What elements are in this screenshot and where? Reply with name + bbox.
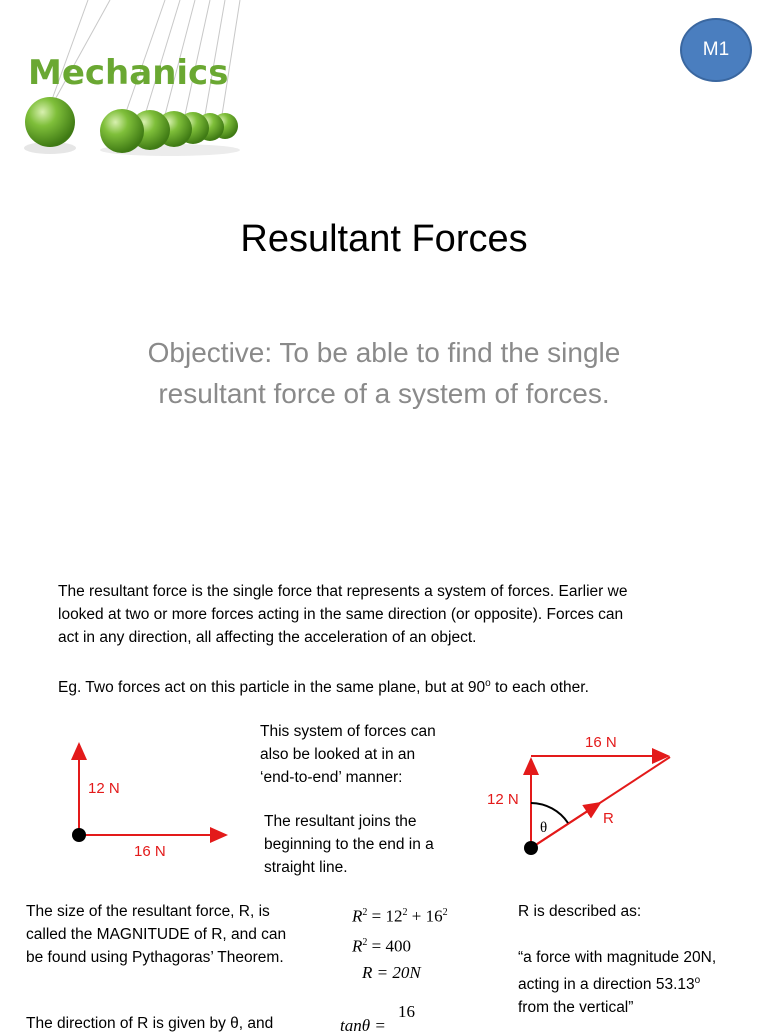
angle-arc xyxy=(531,803,568,823)
magnitude-text xyxy=(26,900,336,969)
eq-part: + 16 xyxy=(407,906,443,926)
eq-sup: 2 xyxy=(362,907,368,918)
described-line xyxy=(518,969,758,996)
top-force-label: 16 N xyxy=(585,734,617,751)
system-line: This system of forces can xyxy=(260,723,436,740)
m1-badge: M1 xyxy=(680,18,752,82)
joins-line: straight line. xyxy=(264,859,348,876)
intro-paragraph xyxy=(58,580,728,649)
direction-text: The direction of R is given by θ, and xyxy=(26,1015,274,1032)
particle xyxy=(72,828,86,842)
eg-before: Eg. Two forces act on this particle in the same plane, but at 90 xyxy=(58,679,486,697)
system-text xyxy=(260,720,470,789)
objective-text xyxy=(80,332,688,414)
example-text xyxy=(58,672,728,699)
page-title: Resultant Forces xyxy=(240,218,528,260)
mechanics-logo xyxy=(0,0,270,180)
intro-line: act in any direction, all affecting the acceleration of an object. xyxy=(58,629,477,646)
theta-label: θ xyxy=(540,820,548,836)
horizontal-force-label: 16 N xyxy=(134,843,166,860)
particle xyxy=(524,841,538,855)
force-diagram-end-to-end xyxy=(480,725,700,865)
equation-2 xyxy=(352,928,502,958)
described-line: from the vertical” xyxy=(518,999,634,1017)
pythagoras-equations xyxy=(352,898,502,988)
eq-sup: 2 xyxy=(442,907,448,918)
magnitude-line: The size of the resultant force, R, is xyxy=(26,903,270,920)
eq-var: R xyxy=(352,906,363,926)
intro-line: The resultant force is the single force that represents a system of forces. Earlier we xyxy=(58,583,628,600)
degree-sup: o xyxy=(694,975,701,986)
magnitude-line: called the MAGNITUDE of R, and can xyxy=(26,926,287,943)
objective-line: resultant force of a system of forces. xyxy=(158,378,610,409)
joins-line: beginning to the end in a xyxy=(264,836,434,853)
intro-line: looked at two or more forces acting in the same direction (or opposite). Forces can xyxy=(58,606,624,623)
described-line: “a force with magnitude 20N, xyxy=(518,949,717,966)
tan-numerator: 16 xyxy=(398,1002,415,1021)
eq-part: = 400 xyxy=(367,936,411,956)
system-line: ‘end-to-end’ manner: xyxy=(260,769,403,786)
eq-part: = 12 xyxy=(367,906,403,926)
resultant-label: R xyxy=(603,810,614,827)
degree-sup: o xyxy=(485,678,491,689)
force-diagram-perpendicular xyxy=(60,730,240,870)
logo-text: Mechanics xyxy=(28,53,229,93)
equation-3 xyxy=(352,958,502,988)
eq-sup: 2 xyxy=(402,907,408,918)
described-part: acting in a direction 53.13 xyxy=(518,976,695,994)
eq-part: R = 20N xyxy=(362,963,421,982)
eq-sup: 2 xyxy=(362,937,368,948)
magnitude-line: be found using Pythagoras’ Theorem. xyxy=(26,949,284,966)
objective-line: Objective: To be able to find the single xyxy=(147,337,621,368)
description-text xyxy=(518,900,758,1019)
described-line: R is described as: xyxy=(518,903,642,920)
equation-1 xyxy=(352,898,502,928)
eg-after: to each other. xyxy=(490,679,589,697)
left-force-label: 12 N xyxy=(487,791,519,808)
eq-var: R xyxy=(352,936,363,956)
tan-lhs: tanθ = xyxy=(340,1016,386,1035)
system-line: also be looked at in an xyxy=(260,746,416,763)
joins-line: The resultant joins the xyxy=(264,813,417,830)
resultant-joins-text xyxy=(264,810,474,879)
vertical-force-label: 12 N xyxy=(88,780,120,797)
